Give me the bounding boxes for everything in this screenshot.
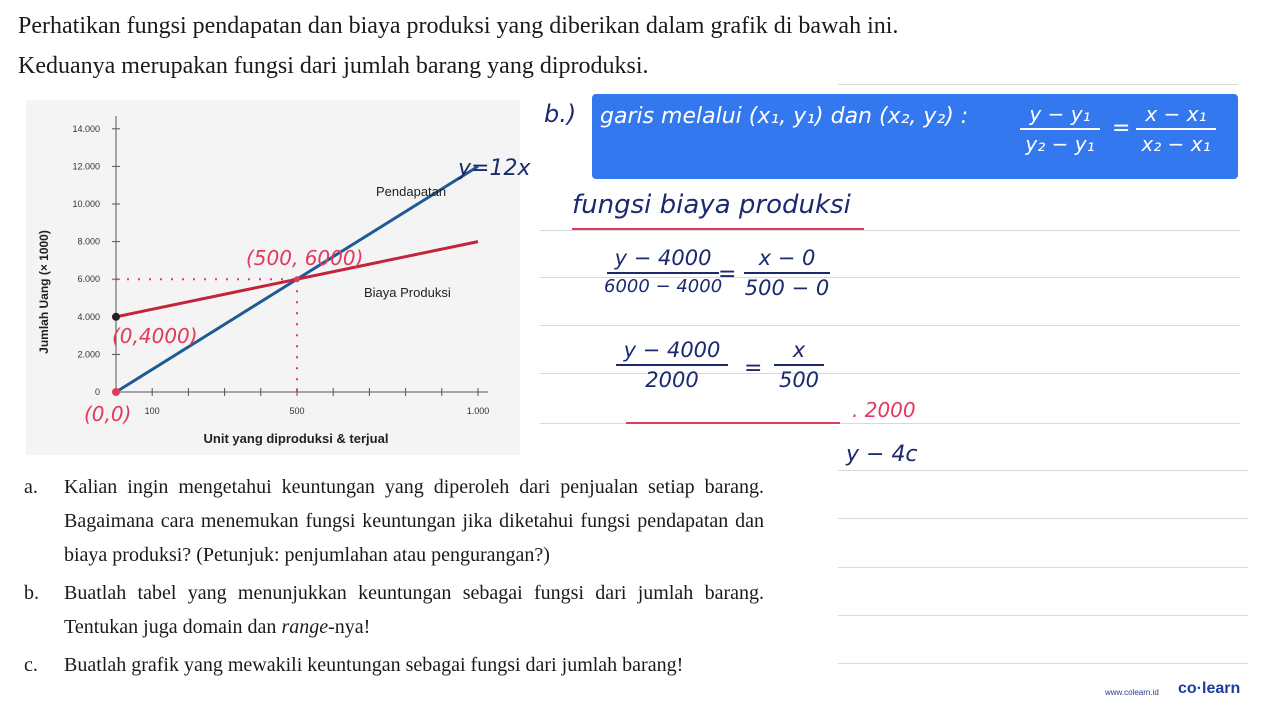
banner-fraction-left [1020, 102, 1100, 156]
fraction-denominator: 6000 − 4000 [604, 276, 723, 297]
y-tick-label: 4.000 [77, 311, 100, 322]
point-cost-intercept [112, 313, 120, 321]
banner-fraction-right [1136, 102, 1216, 156]
fraction-denominator: 500 [778, 368, 820, 392]
point-origin [112, 388, 120, 396]
series-label-pendapatan: Pendapatan [376, 184, 447, 199]
question-text: Buatlah grafik yang mewakili keuntungan sebagai fungsi dari jumlah barang! [64, 654, 684, 676]
fraction-denominator: 500 − 0 [744, 276, 830, 300]
step1-fraction-left [604, 246, 722, 297]
question-list [24, 470, 764, 686]
guide-line [838, 470, 1248, 471]
x-axis-label: Unit yang diproduksi & terjual [203, 431, 389, 446]
y-tick-label: 8.000 [77, 236, 100, 247]
heading-underline [572, 228, 864, 230]
step3-expression: y − 4c [846, 442, 918, 467]
y-tick-label: 2.000 [77, 349, 100, 360]
annotation-cost-intercept: (0,4000) [112, 324, 198, 348]
footer-url[interactable]: www.colearn.id [1105, 688, 1159, 697]
intro-paragraph: Perhatikan fungsi pendapatan dan biaya produksi yang diberikan dalam grafik di bawah ini. Keduanya merupakan fungsi dari jumlah barang yang diproduksi. [18, 13, 899, 79]
guide-line [838, 84, 1238, 85]
notes-heading: fungsi biaya produksi [572, 190, 851, 220]
step2-fraction-right [774, 338, 824, 392]
x-tick-label: 500 [289, 406, 305, 416]
series-label-biaya-produksi: Biaya Produksi [364, 285, 451, 300]
step1-fraction-right [744, 246, 830, 300]
fraction-numerator: x − 0 [758, 246, 816, 270]
y-tick-label: 0 [94, 387, 100, 397]
annotation-revenue-equation: y=12x [458, 156, 531, 181]
formula-banner [592, 94, 1238, 179]
fraction-denominator: 2000 [645, 368, 699, 392]
label-b: b.) [544, 100, 577, 128]
step2-equals: = [744, 356, 763, 381]
step2-multiplier: . 2000 [852, 398, 916, 422]
question-item [24, 648, 764, 682]
x-tick-label: 100 [144, 406, 160, 416]
question-label: a. [24, 476, 38, 498]
guide-line [838, 518, 1248, 519]
annotation-origin: (0,0) [84, 402, 132, 426]
fraction-numerator: x − x₁ [1145, 102, 1207, 126]
fraction-numerator: y − 4000 [614, 246, 712, 270]
x-tick-label: 1.000 [466, 406, 490, 416]
y-axis-label: Jumlah Uang (× 1000) [37, 230, 51, 354]
question-text: Kalian ingin mengetahui keuntungan yang diperoleh dari penjualan setiap barang. Bagaimana cara menemukan fungsi keuntungan jika diketahui fungsi pendapatan dan biaya produksi? (Petunjuk: penjumlahan atau pengurangan?) [64, 476, 764, 566]
guide-line [838, 663, 1248, 664]
banner-text: garis melalui (x₁, y₁) dan (x₂, y₂) : [600, 104, 969, 129]
question-item [24, 470, 764, 572]
colearn-logo: co·learn [1178, 680, 1241, 697]
guide-line [838, 567, 1248, 568]
question-item [24, 576, 764, 644]
fraction-denominator: y₂ − y₁ [1025, 132, 1095, 156]
y-tick-label: 10.000 [72, 199, 100, 209]
fraction-denominator: x₂ − x₁ [1141, 132, 1211, 156]
question-label: c. [24, 654, 38, 676]
point-intersection [294, 276, 300, 282]
step1-equals: = [718, 262, 737, 287]
guide-line [540, 325, 1240, 326]
y-tick-label: 12.000 [72, 161, 100, 172]
guide-line [540, 230, 1240, 231]
step2-fraction-left [616, 338, 728, 392]
y-tick-label: 6.000 [77, 274, 100, 285]
guide-line [838, 615, 1248, 616]
question-label: b. [24, 582, 39, 604]
question-text: Buatlah tabel yang menunjukkan keuntungan sebagai fungsi dari jumlah barang. Tentukan juga domain dan range-nya! [64, 582, 764, 638]
fraction-numerator: x [792, 338, 806, 362]
banner-equals: = [1112, 116, 1131, 141]
fraction-numerator: y − 4000 [623, 338, 721, 362]
step2-underline [626, 422, 840, 424]
fraction-numerator: y − y₁ [1029, 102, 1091, 126]
y-tick-label: 14.000 [72, 123, 100, 134]
annotation-intersection: (500, 6000) [246, 246, 364, 270]
